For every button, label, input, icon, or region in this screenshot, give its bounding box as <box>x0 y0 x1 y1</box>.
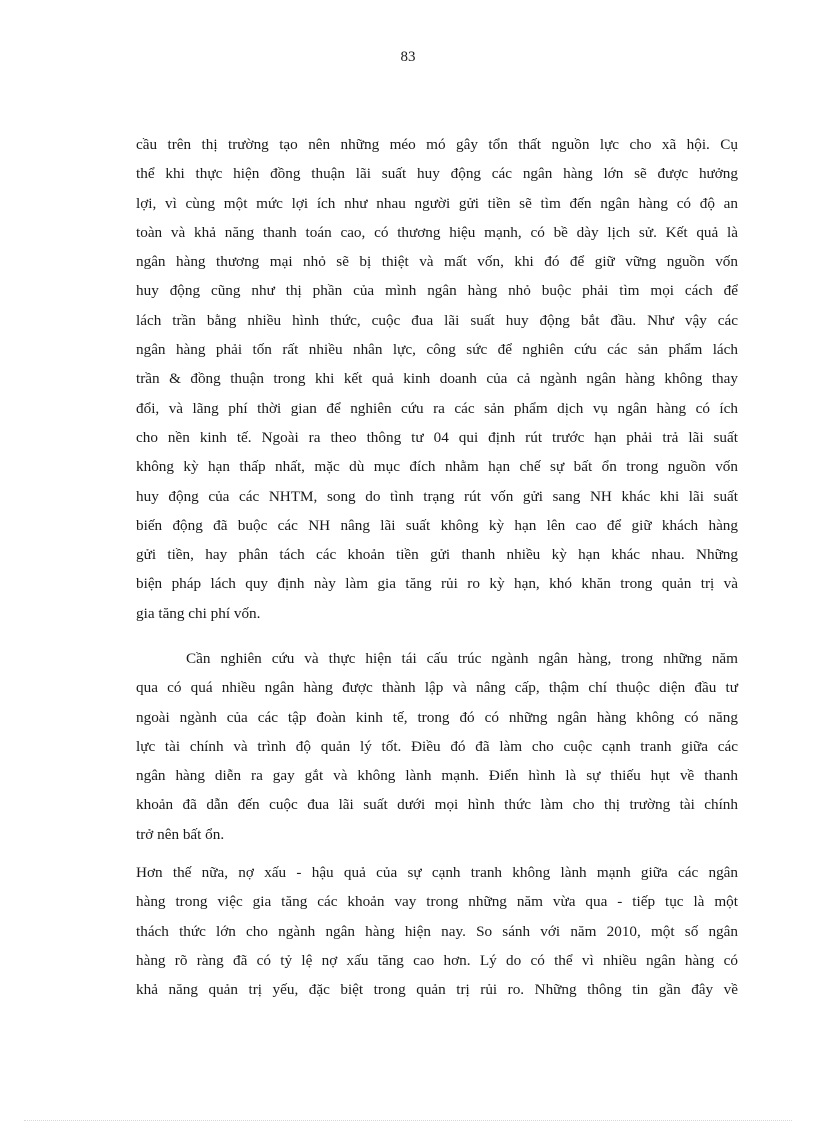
text-line: không kỳ hạn thấp nhất, mặc dù mục đích nhằm hạn chế sự bất ổn trong nguồn vốn <box>136 458 738 476</box>
text-line: huy động cũng như thị phần của mình ngân hàng nhỏ buộc phải tìm mọi cách để <box>136 282 738 300</box>
text-line: cầu trên thị trường tạo nên những méo mó gây tổn thất nguồn lực cho xã hội. Cụ <box>136 136 738 153</box>
text-line: toàn và khả năng thanh toán cao, có thương hiệu mạnh, có bề dày lịch sử. Kết quả là <box>136 223 738 241</box>
text-line: hàng rõ ràng đã có tỷ lệ nợ xấu tăng cao hơn. Lý do có thể vì nhiều ngân hàng có <box>136 951 738 969</box>
text-line: khả năng quản trị yếu, đặc biệt trong quản trị rủi ro. Những thông tin gần đây về <box>136 981 738 999</box>
text-line: cho nền kinh tế. Ngoài ra theo thông tư 04 qui định rút trước hạn phải trả lãi suất <box>136 428 738 446</box>
text-line: lợi, vì cùng một mức lợi ích như nhau người gửi tiền sẽ tìm đến ngân hàng có độ an <box>136 194 738 212</box>
text-line: ngân hàng diễn ra gay gắt và không lành mạnh. Điển hình là sự thiếu hụt về thanh <box>136 767 738 785</box>
text-line: trần & đồng thuận trong khi kết quả kinh doanh của cả ngành ngân hàng không thay <box>136 370 738 388</box>
text-line: trở nên bất ổn. <box>136 825 225 843</box>
paragraph-1 <box>136 130 738 628</box>
page-number: 83 <box>400 49 416 65</box>
text-line: gia tăng chi phí vốn. <box>136 604 261 622</box>
text-line: ngoài ngành của các tập đoàn kinh tế, trong đó có những ngân hàng không có năng <box>136 708 738 726</box>
paragraph-2 <box>136 644 738 849</box>
paragraph-3 <box>136 858 738 1004</box>
text-line: lách trần bằng nhiều hình thức, cuộc đua lãi suất huy động bắt đầu. Như vậy các <box>136 311 738 329</box>
text-line: hàng trong việc gia tăng các khoản vay trong những năm vừa qua - tiếp tục là một <box>136 893 738 911</box>
text-line: huy động của các NHTM, song do tình trạng rút vốn gửi sang NH khác khi lãi suất <box>136 487 738 505</box>
text-line: khoản đã dẫn đến cuộc đua lãi suất dưới mọi hình thức làm cho thị trường tài chính <box>136 796 738 814</box>
text-line: thách thức lớn cho ngành ngân hàng hiện nay. So sánh với năm 2010, một số ngân <box>136 922 738 940</box>
text-line: ngân hàng thương mại nhỏ sẽ bị thiệt và mất vốn, khi đó để giữ vững nguồn vốn <box>136 253 738 271</box>
text-line: đổi, và lãng phí thời gian để nghiên cứu ra các sản phẩm dịch vụ ngân hàng có ích <box>136 399 738 417</box>
text-line: qua có quá nhiều ngân hàng được thành lập và nâng cấp, thậm chí thuộc diện đầu tư <box>136 679 738 697</box>
text-line: ngân hàng phải tốn rất nhiều nhân lực, công sức để nghiên cứu các sản phẩm lách <box>136 341 738 359</box>
text-line: biện pháp lách quy định này làm gia tăng rủi ro kỳ hạn, khó khăn trong quản trị và <box>136 575 738 593</box>
text-line: lực tài chính và trình độ quản lý tốt. Điều đó đã làm cho cuộc cạnh tranh giữa các <box>136 737 738 755</box>
text-line: Hơn thế nữa, nợ xấu - hậu quả của sự cạnh tranh không lành mạnh giữa các ngân <box>136 864 738 881</box>
text-line: gửi tiền, hay phân tách các khoản tiền gửi thanh nhiều kỳ hạn khác nhau. Những <box>136 546 738 564</box>
text-line: Cần nghiên cứu và thực hiện tái cấu trúc ngành ngân hàng, trong những năm <box>186 650 738 667</box>
text-line: biến động đã buộc các NH nâng lãi suất không kỳ hạn lên cao để giữ khách hàng <box>136 516 738 534</box>
text-line: thể khi thực hiện đồng thuận lãi suất huy động các ngân hàng lớn sẽ được hưởng <box>136 165 738 183</box>
page-bottom-divider <box>24 1120 792 1121</box>
